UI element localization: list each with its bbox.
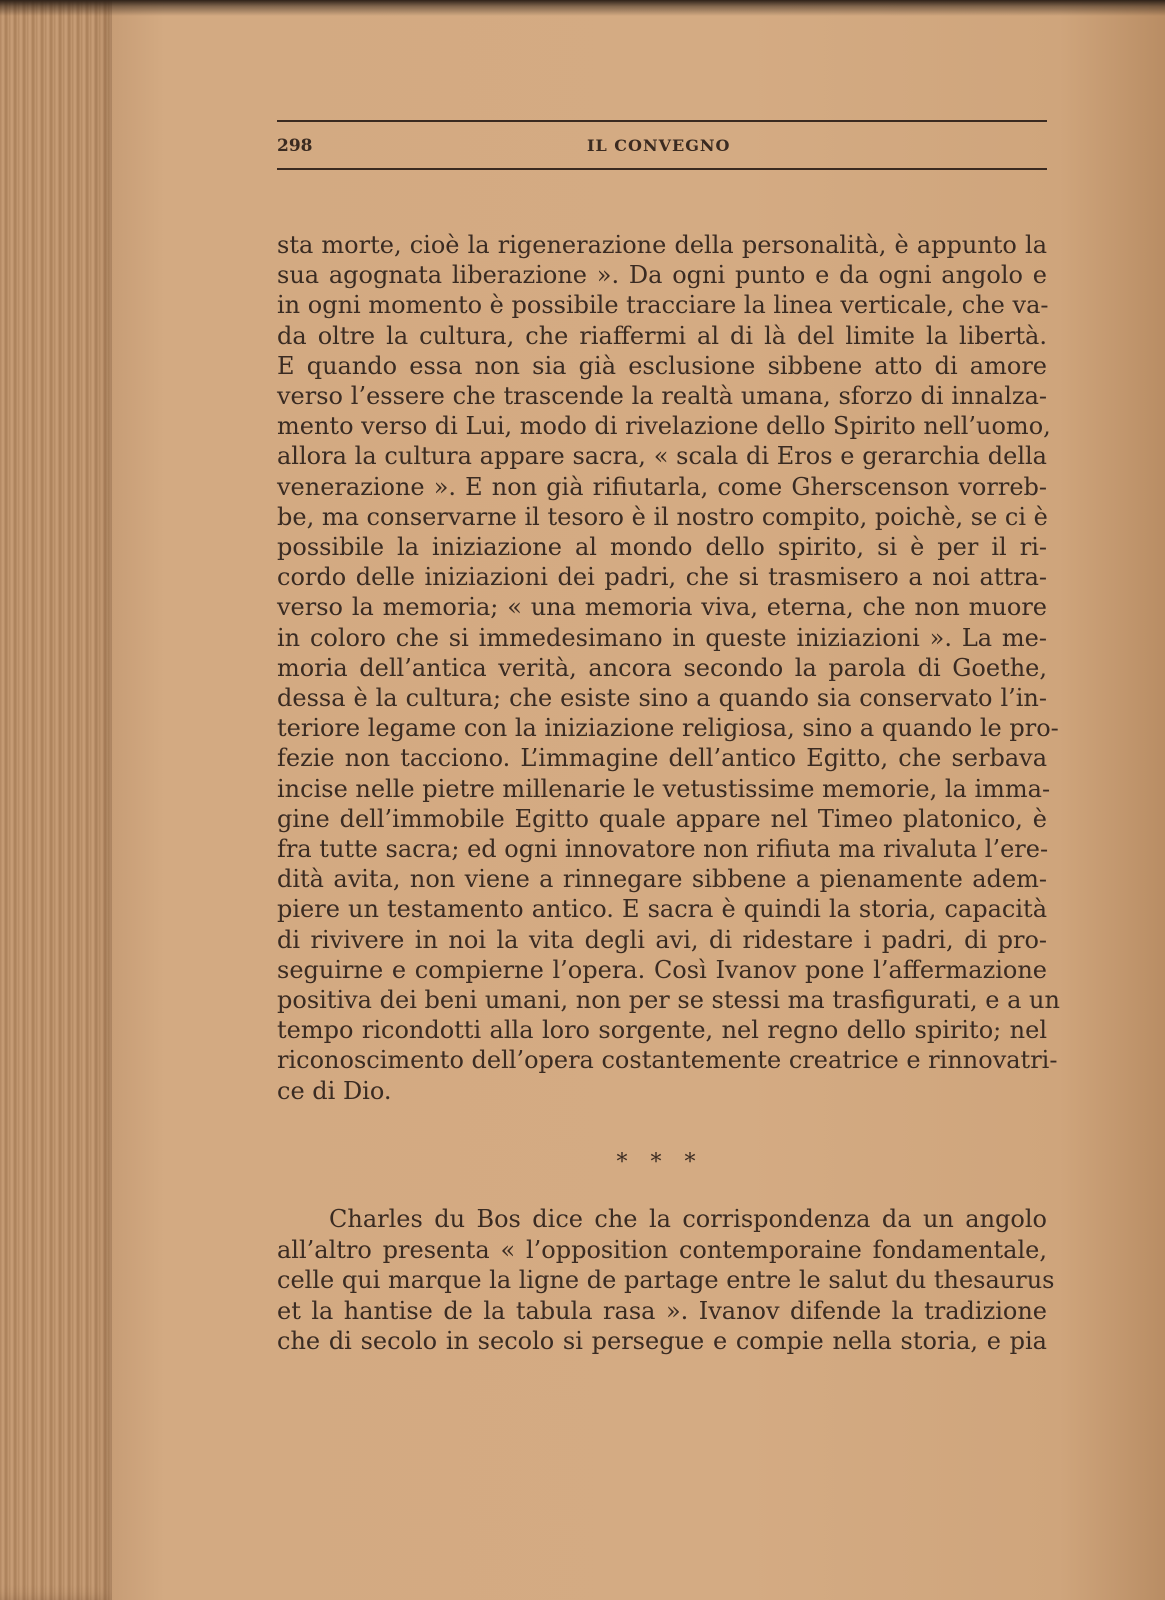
text-line: be, ma conservarne il tesoro è il nostro compito, poichè, se ci è <box>277 502 1048 531</box>
text-line: et la hantise de la tabula rasa ». Ivanov difende la tradizione <box>277 1296 1047 1325</box>
text-line: che di secolo in secolo si persegue e compie nella storia, e pia <box>277 1327 1047 1355</box>
text-line: piere un testamento antico. E sacra è quindi la storia, capacità <box>277 895 1047 924</box>
text-line: tempo ricondotti alla loro sorgente, nel regno dello spirito; nel <box>277 1016 1047 1045</box>
text-line: ce di Dio. <box>277 1076 392 1105</box>
header-rule-bottom <box>277 168 1047 170</box>
page-number: 298 <box>277 136 313 156</box>
paragraph-1 <box>277 230 1060 1106</box>
running-head: IL CONVEGNO <box>587 136 731 155</box>
text-line: moria dell’antica verità, ancora secondo la parola di Goethe, <box>277 653 1047 682</box>
text-line: verso la memoria; « una memoria viva, eterna, che non muore <box>277 593 1047 622</box>
header-rule-top <box>277 120 1047 122</box>
text-line: all’altro presenta « l’opposition contemporaine fondamentale, <box>277 1235 1047 1264</box>
section-separator: * * * <box>616 1150 704 1175</box>
text-line: dessa è la cultura; che esiste sino a quando sia conservato l’in- <box>277 684 1047 713</box>
text-line: cordo delle iniziazioni dei padri, che si trasmisero a noi attra- <box>277 563 1047 592</box>
text-line: in ogni momento è possibile tracciare la linea verticale, che va- <box>277 291 1049 320</box>
text-line: sta morte, cioè la rigenerazione della personalità, è appunto la <box>277 231 1047 259</box>
text-line: dità avita, non viene a rinnegare sibbene a pienamente adem- <box>277 865 1047 894</box>
text-line: venerazione ». E non già rifiutarla, come Gherscenson vorreb- <box>277 472 1047 501</box>
page-header <box>277 120 1047 172</box>
text-line: E quando essa non sia già esclusione sibbene atto di amore <box>277 351 1047 380</box>
text-line: sua agognata liberazione ». Da ogni punto e da ogni angolo e <box>277 261 1047 290</box>
text-line: incise nelle pietre millenarie le vetustissime memorie, la imma- <box>277 774 1051 803</box>
paragraph-2 <box>277 1204 1055 1357</box>
text-line: in coloro che si immedesimano in queste iniziazioni ». La me- <box>277 623 1047 652</box>
text-line: verso l’essere che trascende la realtà umana, sforzo di innalza- <box>277 382 1047 411</box>
text-line: di rivivere in noi la vita degli avi, di ridestare i padri, di pro- <box>277 925 1047 954</box>
text-line: seguirne e compierne l’opera. Così Ivanov pone l’affermazione <box>277 955 1047 984</box>
text-line: celle qui marque la ligne de partage entre le salut du thesaurus <box>277 1266 1055 1294</box>
text-line: mento verso di Lui, modo di rivelazione dello Spirito nell’uomo, <box>277 412 1051 441</box>
text-line: fezie non tacciono. L’immagine dell’antico Egitto, che serbava <box>277 744 1047 773</box>
book-page-edges <box>0 0 118 1600</box>
text-line: gine dell’immobile Egitto quale appare nel Timeo platonico, è <box>277 804 1047 833</box>
text-line: possibile la iniziazione al mondo dello spirito, si è per il ri- <box>277 533 1047 562</box>
text-line: fra tutte sacra; ed ogni innovatore non rifiuta ma rivaluta l’ere- <box>277 835 1049 864</box>
text-line: teriore legame con la iniziazione religiosa, sino a quando le pro- <box>277 714 1059 743</box>
text-line: Charles du Bos dice che la corrispondenza da un angolo <box>329 1205 1047 1233</box>
top-shadow <box>0 0 1165 16</box>
text-line: da oltre la cultura, che riaffermi al di là del limite la libertà. <box>277 321 1047 350</box>
text-line: allora la cultura appare sacra, « scala di Eros e gerarchia della <box>277 442 1047 471</box>
text-line: riconoscimento dell’opera costantemente creatrice e rinnovatri- <box>277 1046 1058 1075</box>
text-line: positiva dei beni umani, non per se stessi ma trasfigurati, e a un <box>277 986 1060 1015</box>
